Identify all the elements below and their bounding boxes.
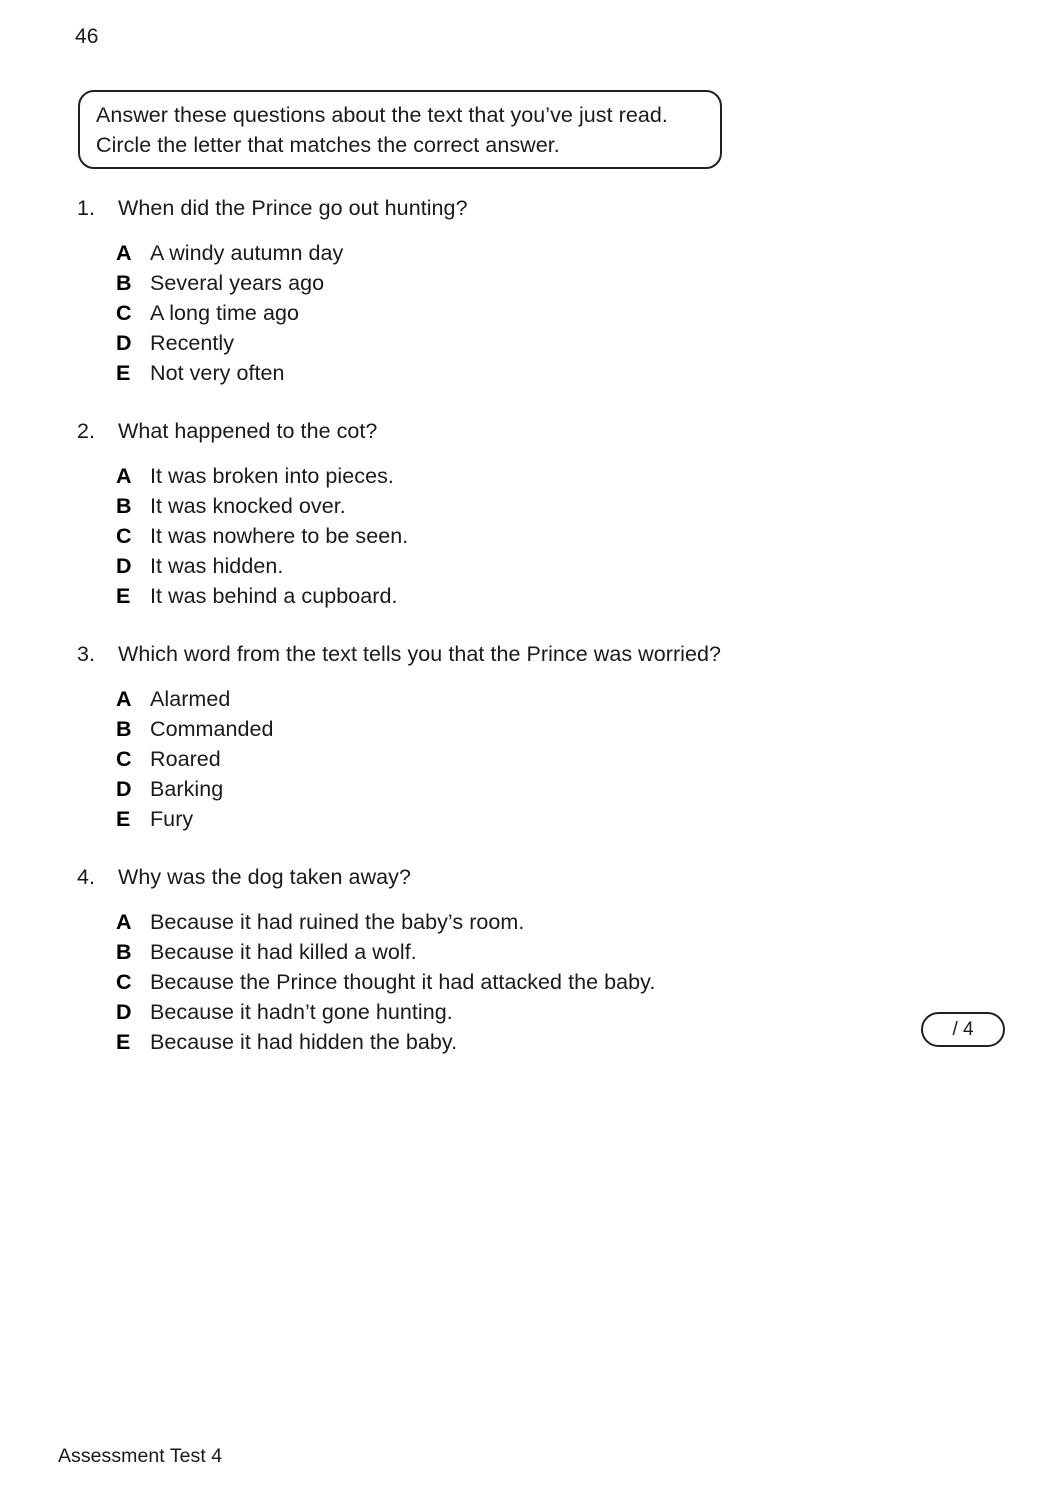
option-letter[interactable]: E	[116, 361, 131, 385]
question-number: 3.	[77, 642, 95, 666]
option-text: It was broken into pieces.	[150, 464, 394, 488]
option-letter[interactable]: A	[116, 910, 132, 934]
answer-option[interactable]	[0, 967, 1061, 997]
option-letter[interactable]: C	[116, 970, 132, 994]
answer-option[interactable]	[0, 358, 1061, 388]
answer-option[interactable]	[0, 238, 1061, 268]
answer-option[interactable]	[0, 1027, 1061, 1057]
score-value: / 4	[952, 1019, 974, 1040]
question-heading	[0, 862, 1061, 893]
option-letter[interactable]: D	[116, 1000, 132, 1024]
option-text: Fury	[150, 807, 194, 831]
option-text: It was hidden.	[150, 554, 284, 578]
answer-option[interactable]	[0, 997, 1061, 1027]
option-text: It was behind a cupboard.	[150, 584, 398, 608]
option-text: Because it had ruined the baby’s room.	[150, 910, 525, 934]
option-text: Several years ago	[150, 271, 325, 295]
answer-option[interactable]	[0, 774, 1061, 804]
question-heading	[0, 193, 1061, 224]
option-text: Because it had killed a wolf.	[150, 940, 417, 964]
answer-options	[0, 461, 1061, 611]
option-letter[interactable]: E	[116, 584, 131, 608]
answer-option[interactable]	[0, 937, 1061, 967]
answer-options	[0, 238, 1061, 388]
option-letter[interactable]: A	[116, 687, 132, 711]
answer-options	[0, 684, 1061, 834]
answer-option[interactable]	[0, 268, 1061, 298]
instruction-line-2: Circle the letter that matches the correct answer.	[96, 133, 560, 157]
question-heading	[0, 416, 1061, 447]
option-text: Not very often	[150, 361, 285, 385]
option-letter[interactable]: E	[116, 807, 131, 831]
option-letter[interactable]: B	[116, 494, 132, 518]
answer-option[interactable]	[0, 298, 1061, 328]
question-number: 4.	[77, 865, 95, 889]
question-text: Which word from the text tells you that the Prince was worried?	[118, 642, 722, 666]
option-text: Barking	[150, 777, 224, 801]
option-letter[interactable]: B	[116, 717, 132, 741]
option-letter[interactable]: D	[116, 331, 132, 355]
option-text: Because the Prince thought it had attacked the baby.	[150, 970, 656, 994]
question-text: When did the Prince go out hunting?	[118, 196, 468, 220]
option-text: Roared	[150, 747, 221, 771]
option-letter[interactable]: E	[116, 1030, 131, 1054]
option-letter[interactable]: B	[116, 940, 132, 964]
answer-option[interactable]	[0, 491, 1061, 521]
instruction-text	[96, 100, 708, 160]
option-text: A windy autumn day	[150, 241, 344, 265]
answer-option[interactable]	[0, 907, 1061, 937]
option-letter[interactable]: A	[116, 241, 132, 265]
question-heading	[0, 639, 1061, 670]
question-text: What happened to the cot?	[118, 419, 378, 443]
question-block	[0, 416, 1061, 611]
answer-option[interactable]	[0, 581, 1061, 611]
option-text: Recently	[150, 331, 235, 355]
answer-option[interactable]	[0, 461, 1061, 491]
option-letter[interactable]: C	[116, 524, 132, 548]
option-letter[interactable]: B	[116, 271, 132, 295]
option-letter[interactable]: A	[116, 464, 132, 488]
option-text: Because it had hidden the baby.	[150, 1030, 458, 1054]
answer-option[interactable]	[0, 684, 1061, 714]
question-number: 2.	[77, 419, 95, 443]
answer-option[interactable]	[0, 744, 1061, 774]
option-text: Commanded	[150, 717, 274, 741]
option-letter[interactable]: D	[116, 554, 132, 578]
option-text: It was nowhere to be seen.	[150, 524, 409, 548]
option-text: Alarmed	[150, 687, 231, 711]
option-letter[interactable]: C	[116, 747, 132, 771]
answer-option[interactable]	[0, 521, 1061, 551]
option-text: A long time ago	[150, 301, 299, 325]
answer-option[interactable]	[0, 328, 1061, 358]
instruction-callout-box	[78, 90, 722, 169]
option-letter[interactable]: D	[116, 777, 132, 801]
option-letter[interactable]: C	[116, 301, 132, 325]
question-text: Why was the dog taken away?	[118, 865, 411, 889]
answer-option[interactable]	[0, 551, 1061, 581]
option-text: Because it hadn’t gone hunting.	[150, 1000, 453, 1024]
question-block	[0, 862, 1061, 1057]
option-text: It was knocked over.	[150, 494, 346, 518]
answer-option[interactable]	[0, 804, 1061, 834]
page-number: 46	[75, 25, 99, 48]
questions-list	[0, 193, 1061, 1085]
answer-options	[0, 907, 1061, 1057]
question-number: 1.	[77, 196, 95, 220]
page-footer: Assessment Test 4	[58, 1445, 223, 1467]
question-block	[0, 193, 1061, 388]
answer-option[interactable]	[0, 714, 1061, 744]
instruction-line-1: Answer these questions about the text that you’ve just read.	[96, 103, 668, 127]
score-box[interactable]	[921, 1012, 1005, 1047]
question-block	[0, 639, 1061, 834]
